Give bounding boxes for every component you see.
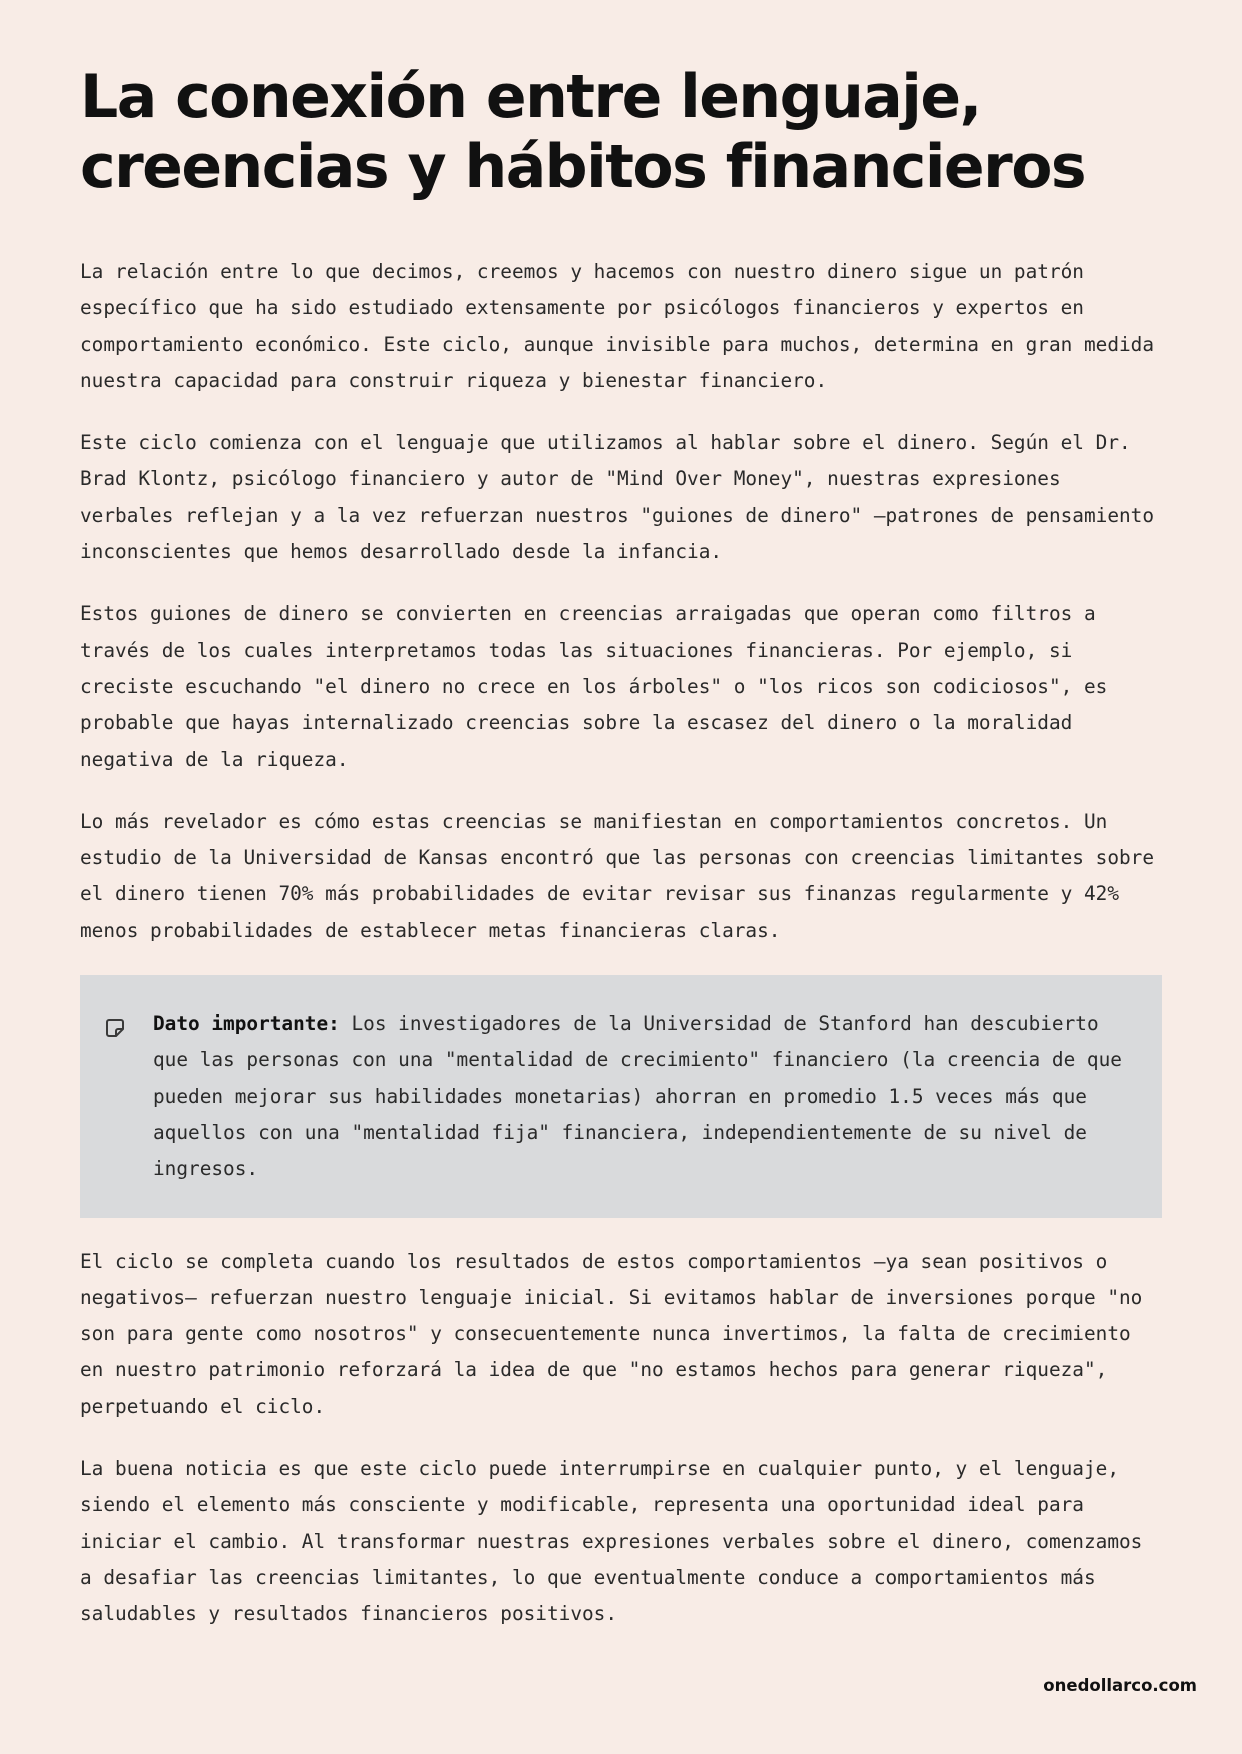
- callout-text: Los investigadores de la Universidad de Stanford han descubierto que las personas con una "mentalidad de crecimiento" financiero (la creencia de que pueden mejorar sus habilidades monetarias) ahorran en promedio 1.5 veces más que aquellos con una "mentalidad fija" financiera, independientemente de su nivel de ingresos.: [153, 1012, 1122, 1181]
- note-icon: [105, 1014, 125, 1034]
- paragraph: Lo más revelador es cómo estas creencias se manifiestan en comportamientos concretos. Un estudio de la Universidad de Kansas encontró que las personas con creencias limitantes sobre el dinero tienen 70% más probabilidades de evitar revisar sus finanzas regularmente y 42% menos probabilidades de establecer metas financieras claras.: [80, 809, 1155, 942]
- paragraph: El ciclo se completa cuando los resultados de estos comportamientos —ya sean positivos o negativos— refuerzan nuestro lenguaje inicial. Si evitamos hablar de inversiones porque "no son para gente como nosotros" y consecuentemente nunca invertimos, la falta de crecimiento en nuestro patrimonio reforzará la idea de que "no estamos hechos para generar riqueza", perpetuando el ciclo.: [80, 1249, 1143, 1418]
- footer-site: onedollarco.com: [1043, 1676, 1197, 1695]
- paragraph: La relación entre lo que decimos, creemos y hacemos con nuestro dinero sigue un patrón específico que ha sido estudiado extensamente por psicólogos financieros y expertos en comportamiento económico. Este ciclo, aunque invisible para muchos, determina en gran medida nuestra capacidad para construir riqueza y bienestar financiero.: [80, 260, 1155, 392]
- callout-box: [80, 975, 1162, 1217]
- article: [80, 62, 1162, 1633]
- paragraph: La buena noticia es que este ciclo puede interrumpirse en cualquier punto, y el lenguaje, siendo el elemento más consciente y modificable, representa una oportunidad ideal para iniciar el cambio. Al transformar nuestras expresiones verbales sobre el dinero, comenzamos a desafiar las creencias limitantes, lo que eventualmente conduce a comportamientos más saludables y resultados financieros positivos.: [80, 1457, 1143, 1626]
- paragraph: Estos guiones de dinero se convierten en creencias arraigadas que operan como filtros a través de los cuales interpretamos todas las situaciones financieras. Por ejemplo, si creciste escuchando "el dinero no crece en los árboles" o "los ricos son codiciosos", es probable que hayas internalizado creencias sobre la escasez del dinero o la moralidad negativa de la riqueza.: [80, 602, 1108, 771]
- paragraph: Este ciclo comienza con el lenguaje que utilizamos al hablar sobre el dinero. Según el Dr. Brad Klontz, psicólogo financiero y autor de "Mind Over Money", nuestras expresiones verbales reflejan y a la vez refuerzan nuestros "guiones de dinero" —patrones de pensamiento inconscientes que hemos desarrollado desde la infancia.: [80, 431, 1155, 564]
- callout-label: Dato importante:: [153, 1012, 352, 1036]
- page-title: La conexión entre lenguaje, creencias y hábitos financieros: [80, 62, 1086, 202]
